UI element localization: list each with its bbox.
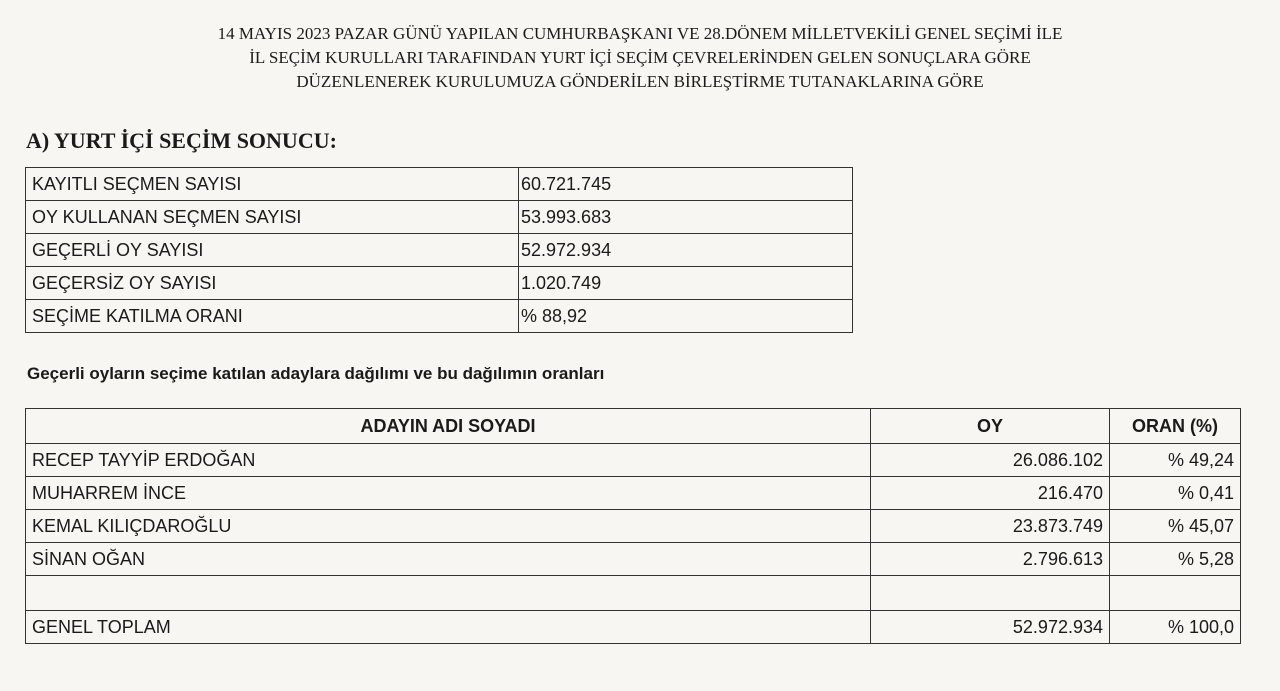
header-line-2: İL SEÇİM KURULLARI TARAFINDAN YURT İÇİ SEÇİM ÇEVRELERİNDEN GELEN SONUÇLARA GÖRE bbox=[249, 48, 1031, 67]
header-votes: OY bbox=[871, 409, 1110, 444]
total-votes: 52.972.934 bbox=[871, 611, 1110, 644]
summary-value: 1.020.749 bbox=[519, 267, 853, 300]
candidate-votes: 23.873.749 bbox=[871, 510, 1110, 543]
total-percentage: % 100,0 bbox=[1110, 611, 1241, 644]
table-row bbox=[26, 477, 1241, 510]
results-header-row bbox=[26, 409, 1241, 444]
distribution-subtitle: Geçerli oyların seçime katılan adaylara dağılımı ve bu dağılımın oranları bbox=[27, 364, 605, 383]
candidate-name: KEMAL KILIÇDAROĞLU bbox=[26, 510, 871, 543]
document-header bbox=[0, 22, 1280, 94]
summary-value: 60.721.745 bbox=[519, 168, 853, 201]
candidate-votes: 2.796.613 bbox=[871, 543, 1110, 576]
candidate-votes: 216.470 bbox=[871, 477, 1110, 510]
total-label: GENEL TOPLAM bbox=[26, 611, 871, 644]
candidate-votes: 26.086.102 bbox=[871, 444, 1110, 477]
candidate-percentage: % 45,07 bbox=[1110, 510, 1241, 543]
table-row bbox=[26, 444, 1241, 477]
candidate-percentage: % 5,28 bbox=[1110, 543, 1241, 576]
summary-value: 53.993.683 bbox=[519, 201, 853, 234]
summary-label: KAYITLI SEÇMEN SAYISI bbox=[26, 168, 519, 201]
candidate-name: SİNAN OĞAN bbox=[26, 543, 871, 576]
empty-cell bbox=[871, 576, 1110, 611]
candidate-name: RECEP TAYYİP ERDOĞAN bbox=[26, 444, 871, 477]
table-row bbox=[26, 543, 1241, 576]
summary-label: GEÇERLİ OY SAYISI bbox=[26, 234, 519, 267]
header-line-1: 14 MAYIS 2023 PAZAR GÜNÜ YAPILAN CUMHURBAŞKANI VE 28.DÖNEM MİLLETVEKİLİ GENEL SEÇİMİ İLE bbox=[217, 24, 1063, 43]
summary-value: % 88,92 bbox=[519, 300, 853, 333]
summary-row bbox=[26, 300, 853, 333]
summary-table bbox=[25, 167, 853, 333]
summary-label: OY KULLANAN SEÇMEN SAYISI bbox=[26, 201, 519, 234]
candidate-percentage: % 0,41 bbox=[1110, 477, 1241, 510]
summary-row bbox=[26, 168, 853, 201]
results-table bbox=[25, 408, 1241, 644]
summary-label: SEÇİME KATILMA ORANI bbox=[26, 300, 519, 333]
candidate-name: MUHARREM İNCE bbox=[26, 477, 871, 510]
empty-row bbox=[26, 576, 1241, 611]
summary-label: GEÇERSİZ OY SAYISI bbox=[26, 267, 519, 300]
section-title: A) YURT İÇİ SEÇİM SONUCU: bbox=[26, 128, 337, 153]
empty-cell bbox=[26, 576, 871, 611]
summary-row bbox=[26, 234, 853, 267]
empty-cell bbox=[1110, 576, 1241, 611]
candidate-percentage: % 49,24 bbox=[1110, 444, 1241, 477]
table-row bbox=[26, 510, 1241, 543]
summary-value: 52.972.934 bbox=[519, 234, 853, 267]
summary-row bbox=[26, 267, 853, 300]
summary-row bbox=[26, 201, 853, 234]
header-candidate-name: ADAYIN ADI SOYADI bbox=[26, 409, 871, 444]
header-line-3: DÜZENLENEREK KURULUMUZA GÖNDERİLEN BİRLEŞTİRME TUTANAKLARINA GÖRE bbox=[296, 72, 984, 91]
total-row bbox=[26, 611, 1241, 644]
header-percentage: ORAN (%) bbox=[1110, 409, 1241, 444]
